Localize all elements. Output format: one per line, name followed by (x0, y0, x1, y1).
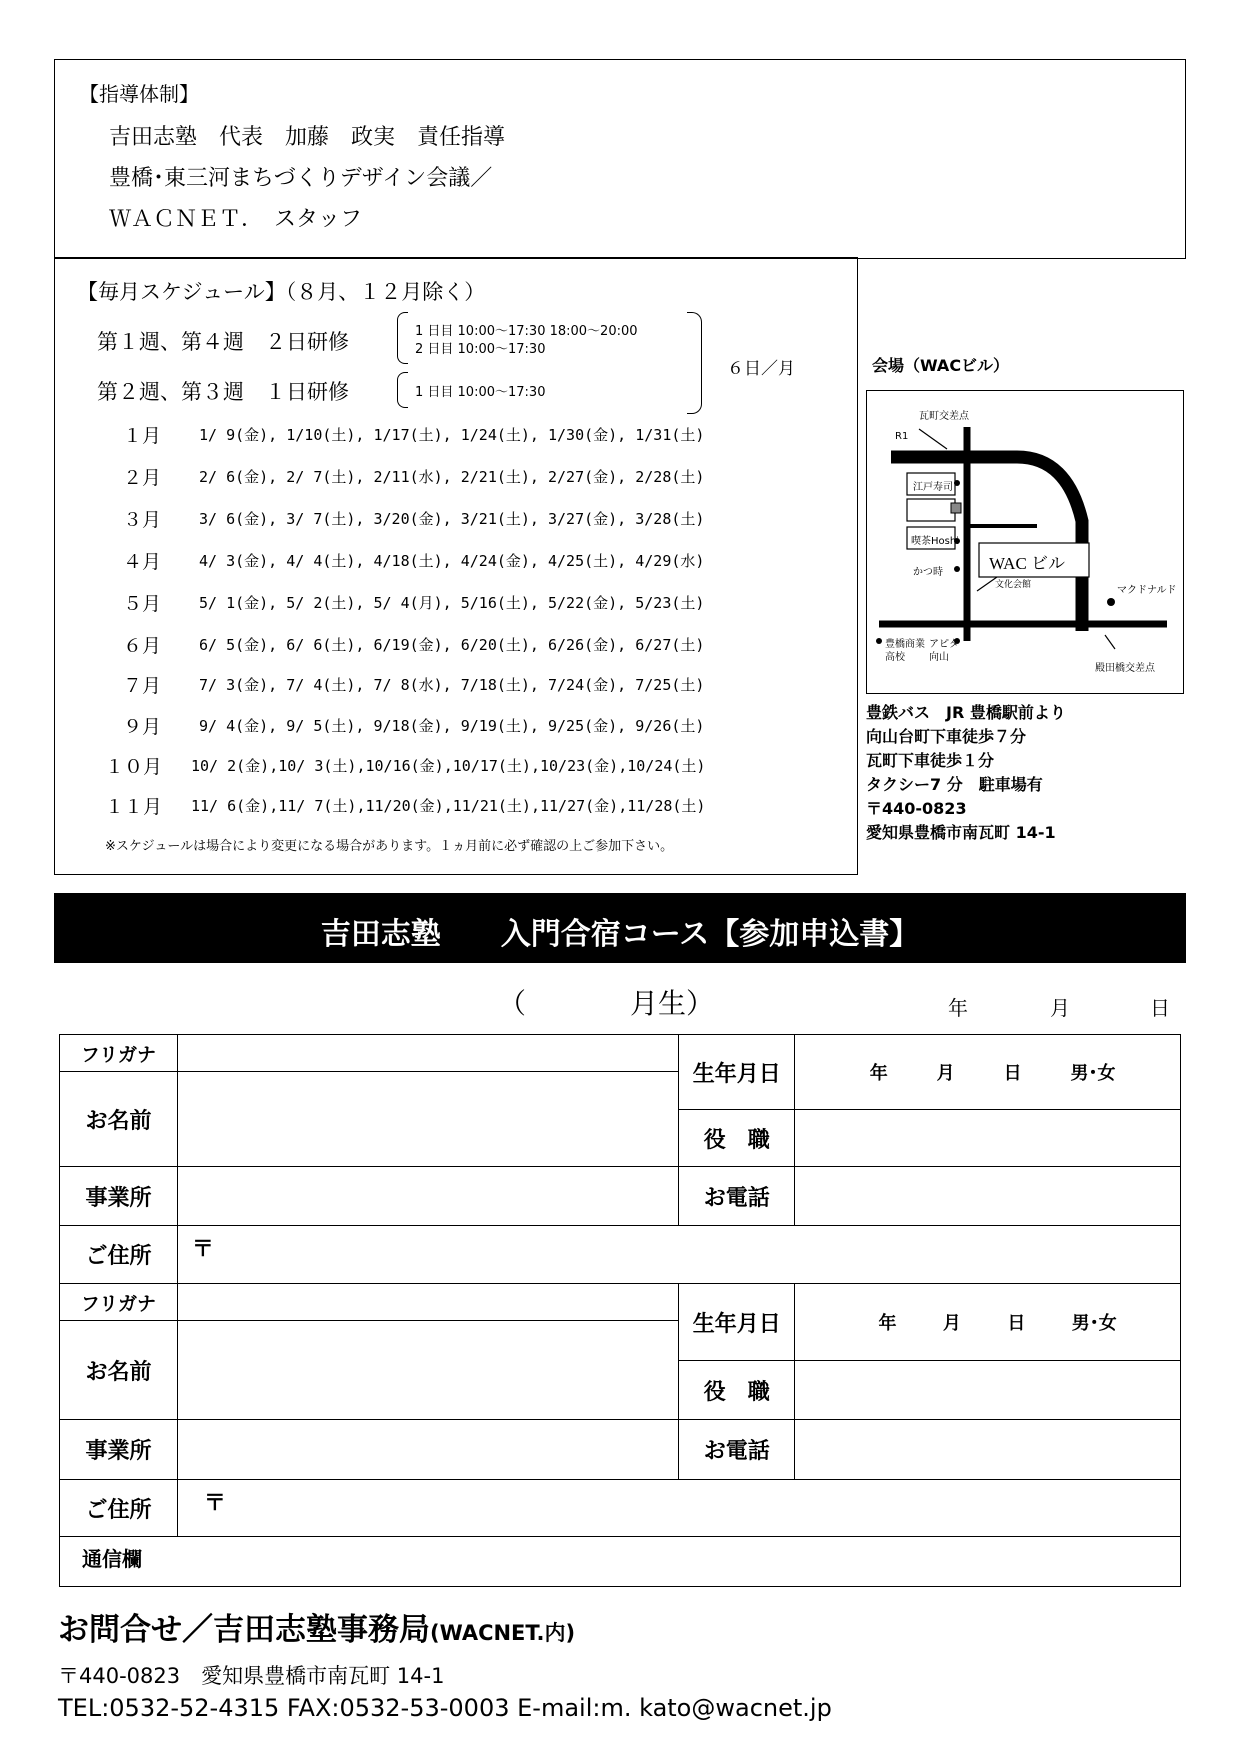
office-label: 事業所 (60, 1420, 178, 1480)
form-title: 吉田志塾 入門合宿コース【参加申込書】 (320, 917, 920, 952)
days-per-month: ６日／月 (727, 359, 795, 379)
address-label: ご住所 (60, 1226, 178, 1284)
guidance-heading: 【指導体制】 (79, 82, 199, 106)
birthdate-label: 生年月日 (679, 1284, 795, 1361)
contact-heading-sub: (WACNET.内) (430, 1621, 576, 1645)
position-input[interactable] (795, 1110, 1181, 1167)
birth-month: 月 (936, 1063, 955, 1084)
guidance-line: ＷＡＣＮＥＴ． スタッフ (109, 207, 363, 232)
guidance-line: 吉田志塾 代表 加藤 政実 責任指導 (109, 125, 506, 150)
venue-map (866, 390, 1184, 694)
contact-heading (58, 1604, 575, 1649)
week14-label: 第１週、第４週 ２日研修 (97, 330, 349, 354)
date-day: 日 (1150, 996, 1170, 1020)
birth-year: 年 (869, 1063, 888, 1084)
map-label-mcd: マクドナルド (1117, 585, 1177, 596)
contact-heading-main: お問合せ／吉田志塾事務局 (58, 1612, 430, 1648)
month-dates: 1/ 9(金), 1/10(土), 1/17(土), 1/24(土), 1/30(金), 1/31(土) (199, 426, 705, 444)
week14-detail: 1 日目 10:00～17:30 18:00～20:00 (415, 324, 638, 339)
name-label: お名前 (60, 1072, 178, 1167)
address-input[interactable] (177, 1480, 1180, 1537)
schedule-heading: 【毎月スケジュール】（８月、１２月除く） (77, 280, 486, 304)
month-dates: 4/ 3(金), 4/ 4(土), 4/18(土), 4/24(金), 4/25(土), 4/29(水) (199, 552, 705, 570)
date-year: 年 (948, 996, 968, 1020)
office-input[interactable] (177, 1167, 678, 1226)
access-line: 愛知県豊橋市南瓦町 14-1 (866, 823, 1056, 842)
map-label-edo: 江戸寿司 (913, 482, 953, 493)
month-dates: 5/ 1(金), 5/ 2(土), 5/ 4(月), 5/16(土), 5/22(金), 5/23(土) (199, 594, 705, 612)
month-label: ９月 (123, 716, 162, 738)
map-label-school: 豊橋商業 (885, 639, 925, 650)
month-label: １０月 (105, 756, 163, 778)
month-label: ６月 (123, 635, 162, 657)
venue-heading: 会場（WACビル） (872, 356, 1010, 375)
comments-input[interactable] (60, 1537, 1181, 1587)
address-input[interactable] (177, 1226, 1180, 1284)
month-label: ４月 (123, 551, 162, 573)
position-label: 役 職 (679, 1361, 795, 1420)
month-dates: 6/ 5(金), 6/ 6(土), 6/19(金), 6/20(土), 6/26(金), 6/27(土) (199, 636, 705, 654)
month-dates: 3/ 6(金), 3/ 7(土), 3/20(金), 3/21(土), 3/27(金), 3/28(土) (199, 510, 705, 528)
month-label: ２月 (123, 467, 162, 489)
contact-tel-fax-email: TEL:0532-52-4315 FAX:0532-53-0003 E-mail:m. kato@wacnet.jp (58, 1694, 832, 1722)
phone-input[interactable] (795, 1167, 1181, 1226)
cohort-open: （ (498, 987, 527, 1020)
schedule-note: ※スケジュールは場合により変更になる場合があります。１ヵ月前に必ず確認の上ご参加下さい。 (105, 839, 674, 854)
access-line: 〒440-0823 (866, 799, 967, 818)
birth-month: 月 (942, 1313, 961, 1334)
week14-detail: 2 日目 10:00～17:30 (415, 342, 546, 357)
cohort-close: 月生） (630, 987, 715, 1020)
schedule-box (54, 257, 858, 875)
month-dates: 7/ 3(金), 7/ 4(土), 7/ 8(水), 7/18(土), 7/24(金), 7/25(土) (199, 676, 705, 694)
birth-day: 日 (1007, 1313, 1026, 1334)
name-input[interactable] (177, 1321, 678, 1420)
contact-address: 〒440-0823 愛知県豊橋市南瓦町 14-1 (58, 1664, 445, 1688)
week23-detail: 1 日目 10:00～17:30 (415, 385, 546, 400)
comments-label: 通信欄 (82, 1547, 142, 1571)
days-bracket (687, 312, 702, 414)
name-input[interactable] (177, 1072, 678, 1167)
map-label-school: 高校 (885, 652, 905, 663)
guidance-box (54, 59, 1186, 259)
furigana-input[interactable] (177, 1035, 678, 1072)
access-line: 瓦町下車徒歩１分 (866, 751, 995, 770)
month-label: ７月 (123, 675, 162, 697)
access-line: 向山台町下車徒歩７分 (866, 727, 1027, 746)
phone-input[interactable] (795, 1420, 1181, 1480)
map-label-r1: R1 (895, 431, 909, 442)
phone-label: お電話 (679, 1167, 795, 1226)
furigana-label: フリガナ (60, 1035, 178, 1072)
postal-mark: 〒 (203, 1491, 226, 1516)
map-label-apita: アピタ (929, 639, 959, 650)
office-label: 事業所 (60, 1167, 178, 1226)
date-month: 月 (1050, 996, 1070, 1020)
birthdate-input[interactable] (795, 1035, 1181, 1110)
birth-day: 日 (1003, 1063, 1022, 1084)
gender-select[interactable]: 男･女 (1071, 1313, 1117, 1334)
week23-label: 第２週、第３週 １日研修 (97, 380, 349, 404)
month-dates: 2/ 6(金), 2/ 7(土), 2/11(水), 2/21(土), 2/27(金), 2/28(土) (199, 468, 705, 486)
name-label: お名前 (60, 1321, 178, 1420)
gender-select[interactable]: 男･女 (1070, 1063, 1116, 1084)
month-dates: 10/ 2(金),10/ 3(土),10/16(金),10/17(土),10/23(金),10/24(土) (191, 757, 706, 775)
position-input[interactable] (795, 1361, 1181, 1420)
month-label: ５月 (123, 593, 162, 615)
map-label-bunka: 文化会館 (995, 580, 1032, 590)
guidance-line: 豊橋･東三河まちづくりデザイン会議／ (109, 166, 493, 191)
map-label-intersection-top: 瓦町交差点 (919, 411, 969, 422)
birth-year: 年 (878, 1313, 897, 1334)
month-dates: 9/ 4(金), 9/ 5(土), 9/18(金), 9/19(土), 9/25(金), 9/26(土) (199, 717, 705, 735)
furigana-input[interactable] (177, 1284, 678, 1321)
map-label-katsu: かつ時 (913, 567, 943, 578)
address-label: ご住所 (60, 1480, 178, 1537)
month-label: ３月 (123, 509, 162, 531)
map-label-wac: WAC ビル (989, 554, 1066, 573)
map-label-intersection-bottom: 殿田橋交差点 (1095, 663, 1155, 674)
furigana-label: フリガナ (60, 1284, 178, 1321)
phone-label: お電話 (679, 1420, 795, 1480)
office-input[interactable] (177, 1420, 678, 1480)
month-dates: 11/ 6(金),11/ 7(土),11/20(金),11/21(土),11/27(金),11/28(土) (191, 797, 706, 815)
access-line: タクシー7 分 駐車場有 (866, 775, 1043, 794)
access-line: 豊鉄バス JR 豊橋駅前より (866, 703, 1066, 722)
position-label: 役 職 (679, 1110, 795, 1167)
map-label-kissa: 喫茶Hoshi (911, 536, 959, 547)
week23-bracket (397, 372, 408, 408)
birthdate-label: 生年月日 (679, 1035, 795, 1110)
month-label: １月 (123, 425, 162, 447)
birthdate-input[interactable] (795, 1284, 1181, 1361)
month-label: １１月 (105, 796, 163, 818)
postal-mark: 〒 (191, 1237, 214, 1262)
week14-bracket (397, 312, 408, 364)
map-label-apita: 向山 (929, 652, 949, 663)
application-form (59, 1034, 1181, 1587)
